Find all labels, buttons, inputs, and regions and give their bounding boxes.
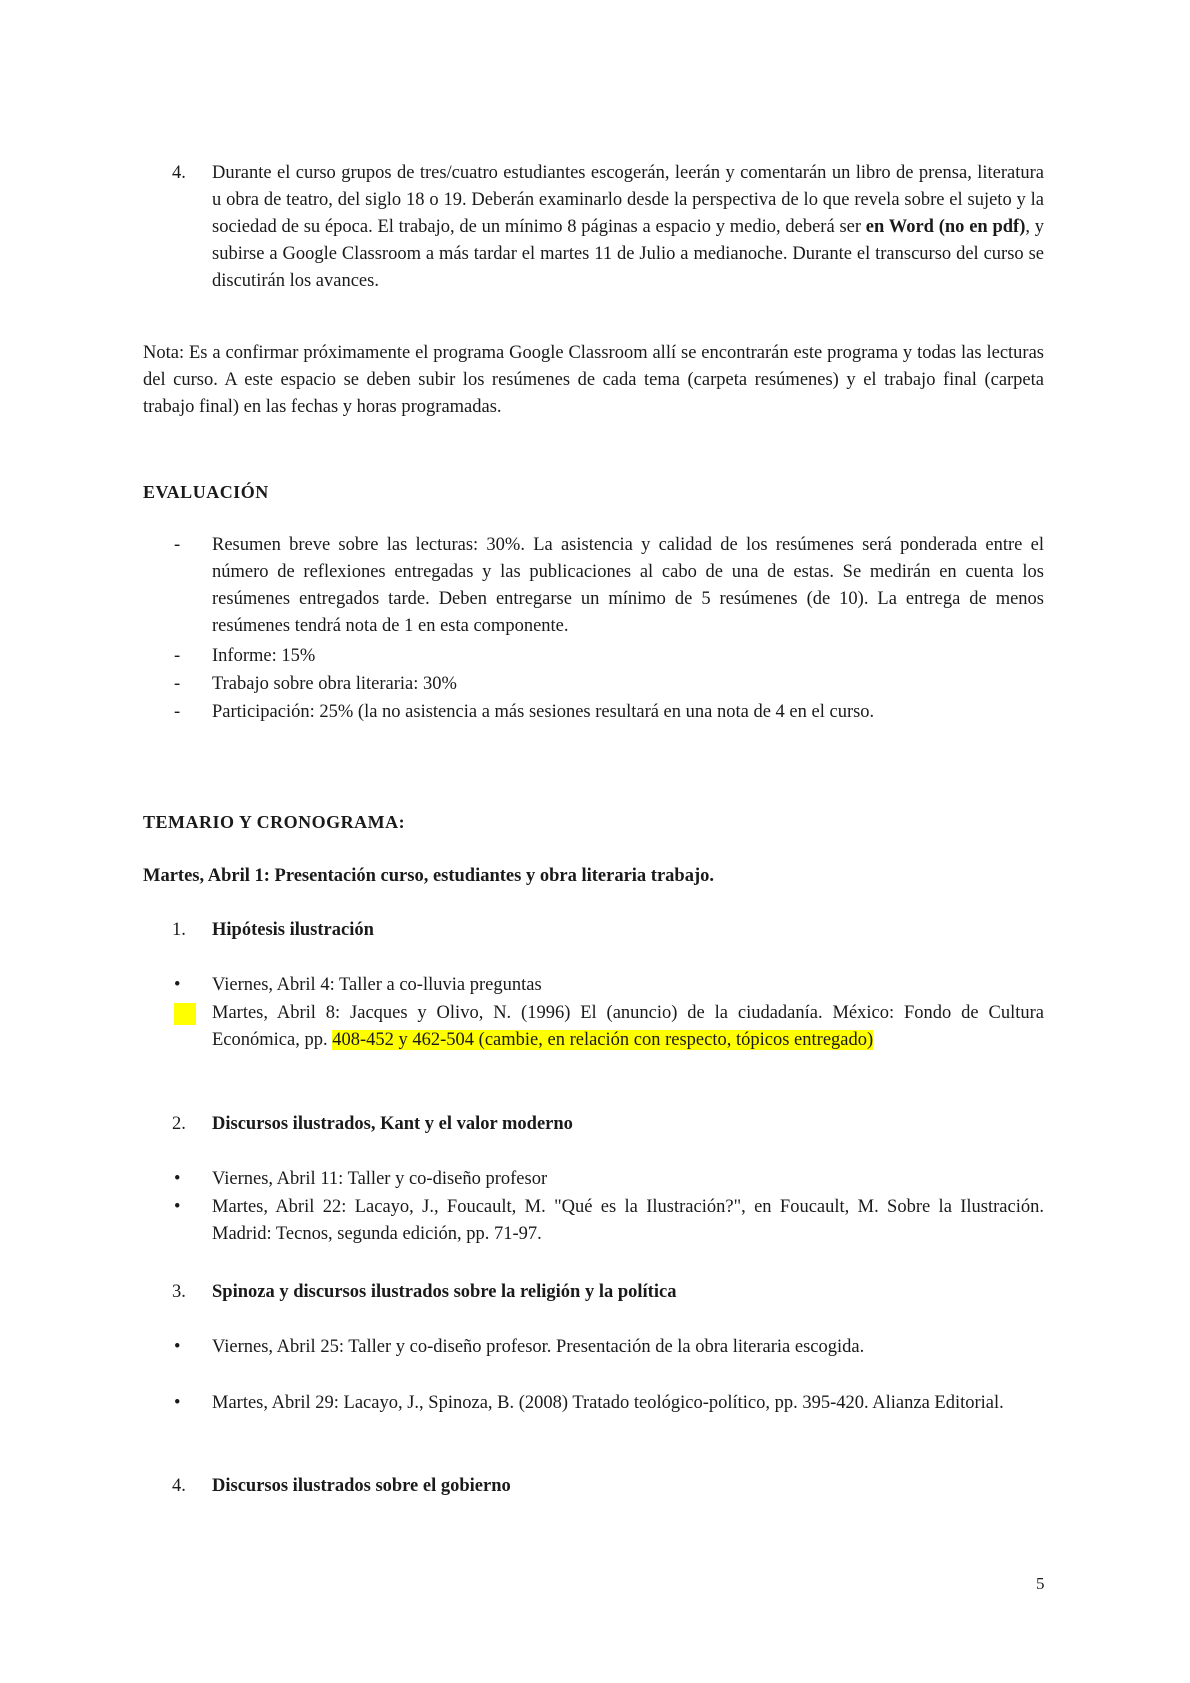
evaluation-item: - Trabajo sobre obra literaria: 30% xyxy=(172,671,1044,698)
evaluation-heading: EVALUACIÓN xyxy=(143,482,269,502)
temario-heading: TEMARIO Y CRONOGRAMA: xyxy=(143,812,406,832)
list-marker: 4. xyxy=(172,163,186,183)
bullet-dash-icon: - xyxy=(174,702,181,722)
section-2-item: • Martes, Abril 22: Lacayo, J., Foucault, M. "Qué es la Ilustración?", en Foucault, M. Sobre la Ilustración. Madrid: Tecnos, segunda edición, pp. 71-97. xyxy=(172,1194,1044,1248)
section-2-item: • Viernes, Abril 11: Taller y co-diseño profesor xyxy=(172,1166,1044,1193)
section-1-item-highlighted: Martes, Abril 8: Jacques y Olivo, N. (1996) El (anuncio) de la ciudadanía. México: Fondo de Cultura Económica, pp. 408-452 y 462-504 (cambie, en relación con respecto, tópicos entregado) xyxy=(172,1000,1044,1054)
bullet-dot-icon: • xyxy=(174,1393,181,1413)
evaluation-item: - Resumen breve sobre las lecturas: 30%. La asistencia y calidad de los resúmenes será ponderada entre el número de reflexiones entregadas y las publicaciones al cabo de una de estas. Se medirán en cuenta los resúmenes entregados tarde. Deben entregarse un mínimo de 5 resúmenes (de 10). La entrega de menos resúmenes tendrá nota de 1 en esta componente. xyxy=(172,532,1044,640)
section-title-1: 1. Hipótesis ilustración xyxy=(172,920,374,940)
bold-emphasis: en Word (no en pdf) xyxy=(865,217,1026,237)
list-item-4 xyxy=(172,160,1044,295)
highlighted-bullet-icon xyxy=(174,1000,194,1027)
section-3-item: • Martes, Abril 29: Lacayo, J., Spinoza, B. (2008) Tratado teológico-político, pp. 395-420. Alianza Editorial. xyxy=(172,1390,1044,1417)
section-1-item: • Viernes, Abril 4: Taller a co-lluvia preguntas xyxy=(172,972,1044,999)
bullet-dot-icon: • xyxy=(174,1337,181,1357)
section-3-item: • Viernes, Abril 25: Taller y co-diseño profesor. Presentación de la obra literaria escogida. xyxy=(172,1334,1044,1361)
evaluation-item: - Participación: 25% (la no asistencia a más sesiones resultará en una nota de 4 en el curso. xyxy=(172,699,1044,726)
bullet-dash-icon: - xyxy=(174,535,181,555)
note-paragraph: Nota: Es a confirmar próximamente el programa Google Classroom allí se encontrarán este programa y todas las lecturas del curso. A este espacio se deben subir los resúmenes de cada tema (carpeta resúmenes) y el trabajo final (carpeta trabajo final) en las fechas y horas programadas. xyxy=(143,343,1044,417)
page-number: 5 xyxy=(1036,1574,1045,1593)
bullet-dash-icon: - xyxy=(174,646,181,666)
bullet-dot-icon: • xyxy=(174,975,181,995)
evaluation-item: - Informe: 15% xyxy=(172,643,1044,670)
bullet-dash-icon: - xyxy=(174,674,181,694)
highlighted-text: 408-452 y 462-504 (cambie, en relación con respecto, tópicos entregado) xyxy=(332,1030,874,1050)
section-title-4: 4. Discursos ilustrados sobre el gobierno xyxy=(172,1476,511,1496)
bullet-dot-icon: • xyxy=(174,1169,181,1189)
section-title-3: 3. Spinoza y discursos ilustrados sobre la religión y la política xyxy=(172,1282,677,1302)
list-item-body: Durante el curso grupos de tres/cuatro estudiantes escogerán, leerán y comentarán un libro de prensa, literatura u obra de teatro, del siglo 18 o 19. Deberán examinarlo desde la perspectiva de lo que revela sobre el sujeto y la sociedad de su época. El trabajo, de un mínimo 8 páginas a espacio y medio, deberá ser en Word (no en pdf), y subirse a Google Classroom a más tardar el martes 11 de Julio a medianoche. Durante el transcurso del curso se discutirán los avances. xyxy=(212,163,1044,291)
bullet-dot-icon: • xyxy=(174,1197,181,1217)
temario-intro: Martes, Abril 1: Presentación curso, estudiantes y obra literaria trabajo. xyxy=(143,866,715,886)
section-title-2: 2. Discursos ilustrados, Kant y el valor moderno xyxy=(172,1114,573,1134)
